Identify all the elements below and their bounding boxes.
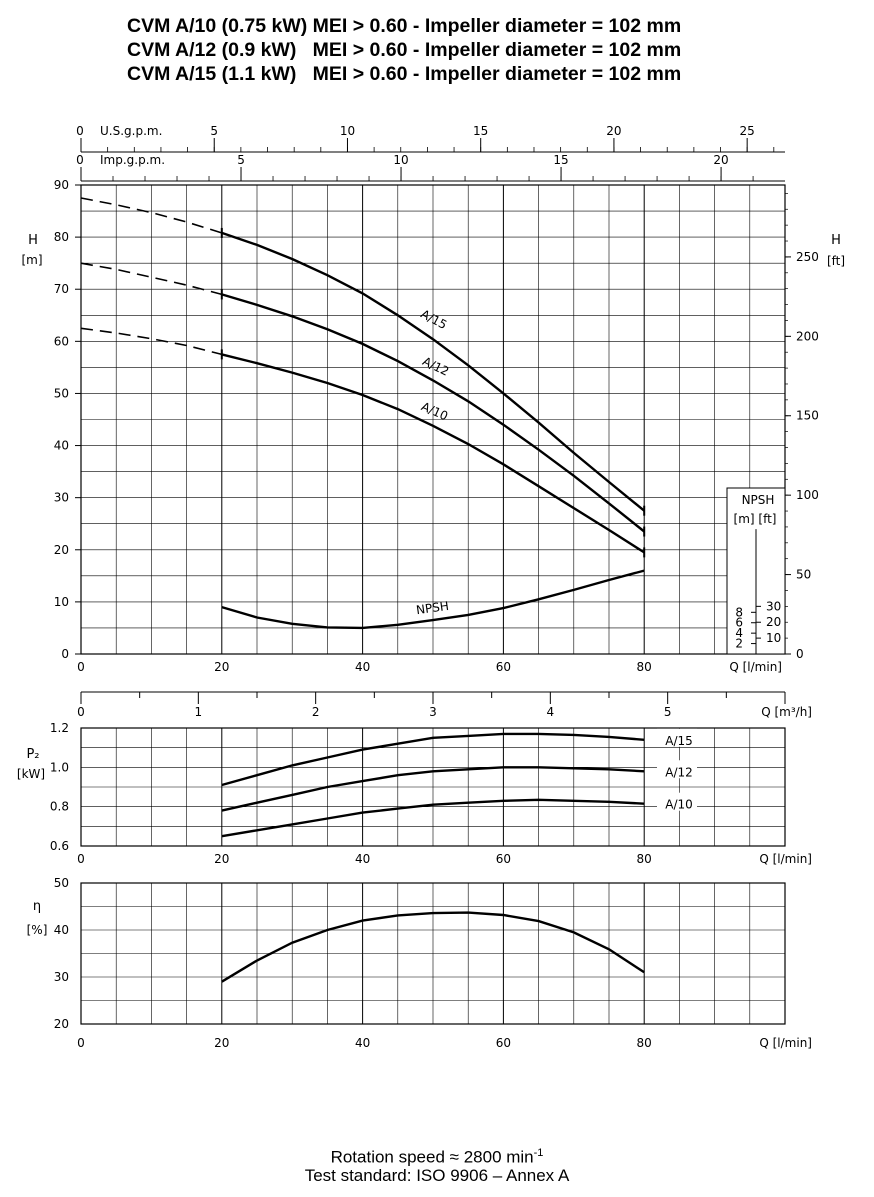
m3h-tick-label: 4 <box>546 705 555 719</box>
top-axis-label: U.S.g.p.m. <box>100 124 163 138</box>
top-axis-tick-label: 5 <box>210 124 219 138</box>
power-y-tick-label: 1.0 <box>49 760 69 775</box>
power-series-label-A-10: A/10 <box>665 797 693 812</box>
top-axis-tick-label: 20 <box>606 124 622 138</box>
series-label-A-12: A/12 <box>420 354 452 379</box>
power-y-tick-label: 0.8 <box>49 799 69 814</box>
top-axis-label: Imp.g.p.m. <box>100 153 166 167</box>
power-x-label: Q [l/min] <box>759 852 812 866</box>
head-right-label: H <box>831 233 841 248</box>
rotation-speed-note <box>0 1143 874 1168</box>
top-axis-tick-label: 0 <box>76 153 84 167</box>
test-standard-note: Test standard: ISO 9906 – Annex A <box>304 1166 570 1185</box>
power-x-tick-label: 60 <box>495 852 512 866</box>
m3h-axis-label: Q [m³/h] <box>761 705 812 719</box>
head-y-tick-label: 40 <box>53 438 69 453</box>
head-right-tick-label: 100 <box>796 488 819 503</box>
head-right-tick-label: 200 <box>796 329 819 344</box>
head-y-tick-label: 30 <box>53 490 69 505</box>
power-x-tick-label: 40 <box>354 852 371 866</box>
npsh-m-tick-label: 6 <box>735 615 743 630</box>
series-label-A-10: A/10 <box>419 399 451 424</box>
power-y-tick-label: 1.2 <box>49 721 69 735</box>
head-grid <box>81 185 785 654</box>
head-x-tick-label: 0 <box>77 660 85 674</box>
npsh-m-tick-label: 4 <box>735 626 743 641</box>
head-y-tick-label: 50 <box>53 386 69 401</box>
eff-y-label: η <box>32 899 42 914</box>
m3h-tick-label: 3 <box>429 705 437 719</box>
npsh-m-tick-label: 8 <box>735 605 743 620</box>
head-right-unit: [ft] <box>826 254 846 268</box>
head-y-tick-label: 70 <box>53 282 69 297</box>
head-right-tick-label: 150 <box>796 408 819 423</box>
eff-x-tick-label: 20 <box>214 1036 230 1050</box>
head-y-tick-label: 60 <box>53 334 69 349</box>
eff-x-tick-label: 60 <box>495 1036 512 1050</box>
head-y-tick-label: 20 <box>53 542 69 557</box>
power-x-tick-label: 80 <box>636 852 652 866</box>
head-y-tick-label: 10 <box>53 594 69 609</box>
head-x-tick-label: 60 <box>495 660 512 674</box>
eff-grid <box>81 883 785 1024</box>
head-y-tick-label: 0 <box>61 647 69 661</box>
m3h-tick-label: 0 <box>77 705 85 719</box>
top-axis-tick-label: 15 <box>473 124 489 138</box>
power-y-tick-label: 0.6 <box>49 839 69 853</box>
power-x-tick-label: 20 <box>214 852 230 866</box>
head-x-tick-label: 20 <box>214 660 230 674</box>
head-right-tick-label: 0 <box>796 647 804 661</box>
series-label-NPSH: NPSH <box>415 598 450 618</box>
top-axis-tick-label: 20 <box>713 153 729 167</box>
top-axis-tick-label: 0 <box>76 124 84 138</box>
top-axis-tick-label: 10 <box>393 153 409 167</box>
power-x-tick-label: 0 <box>77 852 85 866</box>
top-axis-tick-label: 10 <box>339 124 356 138</box>
eff-y-tick-label: 50 <box>53 876 69 890</box>
head-y-label: H <box>28 233 38 248</box>
m3h-tick-label: 1 <box>194 705 203 719</box>
eff-x-tick-label: 40 <box>354 1036 371 1050</box>
head-x-tick-label: 40 <box>354 660 371 674</box>
rotation-speed-text: Rotation speed ≈ 2800 min <box>330 1147 534 1167</box>
eff-x-tick-label: 80 <box>636 1036 652 1050</box>
npsh-box-units: [m] [ft] <box>733 512 777 526</box>
eff-x-tick-label: 0 <box>77 1036 85 1050</box>
power-y-unit: [kW] <box>16 767 46 781</box>
npsh-ft-tick-label: 10 <box>766 631 782 646</box>
eff-y-unit: [%] <box>26 923 48 937</box>
title-line-2: CVM A/12 (0.9 kW) MEI > 0.60 - Impeller diameter = 102 mm <box>127 39 682 61</box>
head-right-tick-label: 50 <box>796 567 812 582</box>
head-y-tick-label: 80 <box>53 230 69 245</box>
npsh-ft-tick-label: 30 <box>766 599 782 614</box>
head-right-tick-label: 250 <box>796 249 819 264</box>
npsh-m-tick-label: 2 <box>735 636 743 651</box>
head-x-tick-label: 80 <box>636 660 652 674</box>
top-axis-tick-label: 15 <box>553 153 569 167</box>
m3h-tick-label: 5 <box>663 705 672 719</box>
title-line-3: CVM A/15 (1.1 kW) MEI > 0.60 - Impeller diameter = 102 mm <box>127 63 682 85</box>
series-label-A-15: A/15 <box>418 306 450 333</box>
npsh-ft-tick-label: 20 <box>766 615 782 630</box>
npsh-box-title: NPSH <box>741 493 775 507</box>
eff-y-tick-label: 40 <box>53 923 69 937</box>
eff-y-tick-label: 30 <box>53 970 69 984</box>
top-axis-tick-label: 25 <box>739 124 755 138</box>
top-axis-tick-label: 5 <box>237 153 245 167</box>
eff-y-tick-label: 20 <box>53 1017 69 1031</box>
head-y-tick-label: 90 <box>53 178 69 192</box>
rotation-speed-exponent: -1 <box>533 1147 544 1159</box>
m3h-tick-label: 2 <box>311 705 320 719</box>
head-x-label: Q [l/min] <box>729 660 782 674</box>
title-line-1: CVM A/10 (0.75 kW) MEI > 0.60 - Impeller diameter = 102 mm <box>127 15 682 37</box>
head-y-unit: [m] <box>21 253 43 267</box>
power-y-label: P₂ <box>26 747 40 762</box>
eff-x-label: Q [l/min] <box>759 1036 812 1050</box>
power-series-label-A-12: A/12 <box>665 765 693 780</box>
power-series-label-A-15: A/15 <box>665 733 693 748</box>
